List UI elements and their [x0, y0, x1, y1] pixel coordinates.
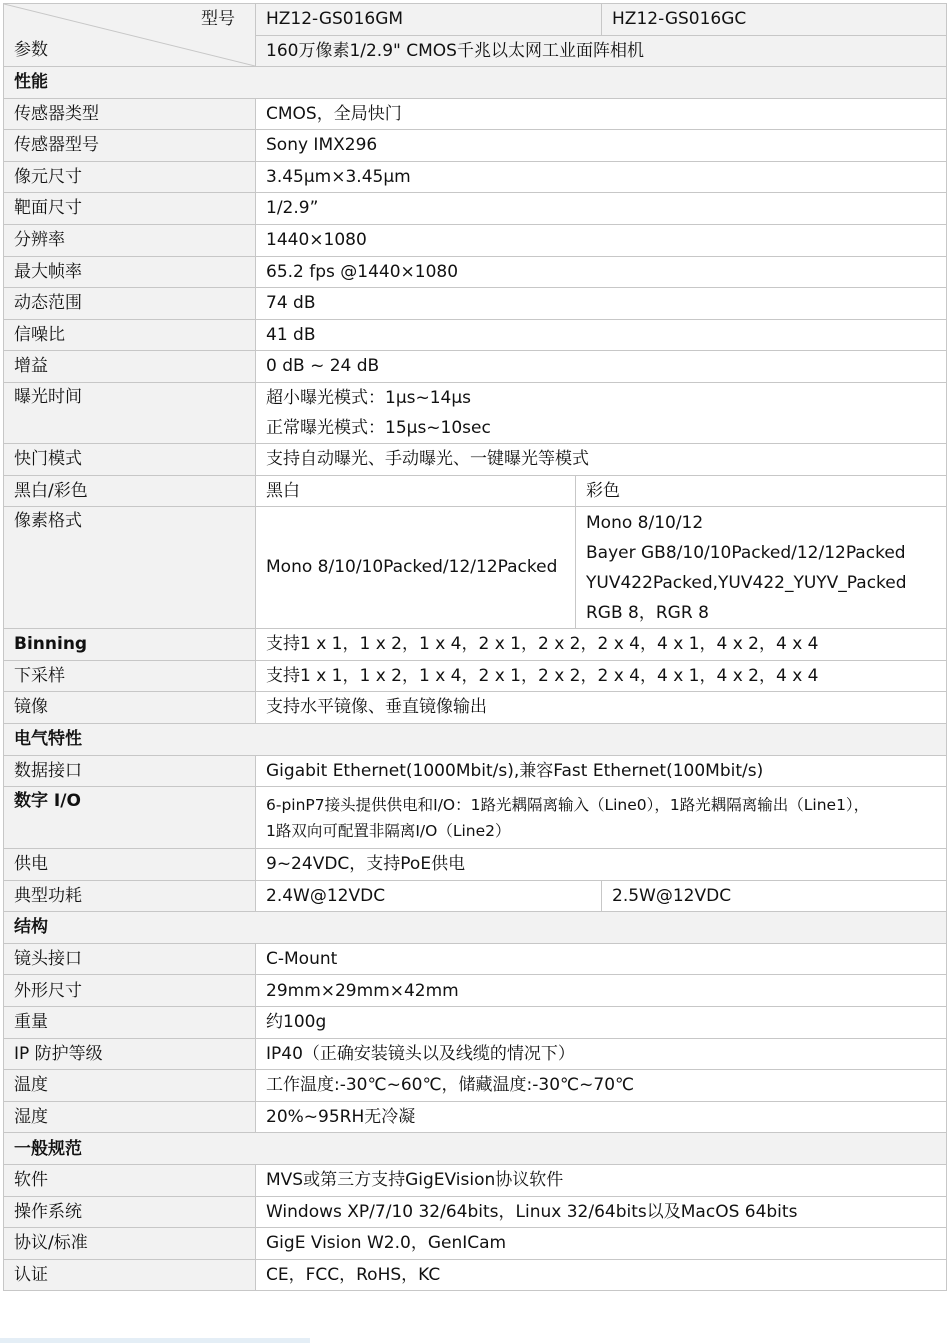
- spec-label: 温度: [4, 1070, 256, 1102]
- spec-row: [4, 161, 947, 193]
- model-gc: HZ12-GS016GC: [602, 4, 947, 36]
- spec-row: [4, 1007, 947, 1039]
- spec-row-pixel-format: [4, 507, 947, 629]
- spec-value: CMOS，全局快门: [256, 98, 947, 130]
- param-label: 参数: [14, 39, 48, 60]
- spec-label: 湿度: [4, 1101, 256, 1133]
- spec-label: 软件: [4, 1165, 256, 1197]
- spec-value: 9~24VDC，支持PoE供电: [256, 849, 947, 881]
- spec-value: 支持1 x 1，1 x 2，1 x 4，2 x 1，2 x 2，2 x 4，4 x 1，4 x 2，4 x 4: [256, 629, 947, 661]
- spec-label: 快门模式: [4, 443, 256, 475]
- spec-value: IP40（正确安装镜头以及线缆的情况下）: [256, 1038, 947, 1070]
- spec-row: [4, 1070, 947, 1102]
- spec-value: 支持1 x 1，1 x 2，1 x 4，2 x 1，2 x 2，2 x 4，4 x 1，4 x 2，4 x 4: [256, 660, 947, 692]
- spec-label: 供电: [4, 849, 256, 881]
- mono-value: 黑白: [256, 475, 576, 507]
- spec-label: 分辨率: [4, 224, 256, 256]
- spec-label: 动态范围: [4, 288, 256, 320]
- page-footer-bar: [0, 1338, 310, 1343]
- spec-value: 工作温度:-30℃~60℃，储藏温度:-30℃~70℃: [256, 1070, 947, 1102]
- spec-label: 协议/标准: [4, 1228, 256, 1260]
- format-line: RGB 8，RGR 8: [586, 602, 709, 623]
- spec-row: [4, 755, 947, 787]
- section-title: 一般规范: [4, 1133, 947, 1165]
- spec-value: Windows XP/7/10 32/64bits，Linux 32/64bits以及MacOS 64bits: [256, 1196, 947, 1228]
- spec-row: [4, 1196, 947, 1228]
- spec-row: [4, 692, 947, 724]
- spec-label: 镜头接口: [4, 943, 256, 975]
- spec-row-consumption: [4, 880, 947, 912]
- digital-io-values: [256, 787, 947, 849]
- spec-row: [4, 288, 947, 320]
- spec-row: [4, 1228, 947, 1260]
- section-title: 性能: [4, 67, 947, 99]
- spec-value: 74 dB: [256, 288, 947, 320]
- format-line: Bayer GB8/10/10Packed/12/12Packed: [586, 542, 906, 563]
- spec-label: 镜像: [4, 692, 256, 724]
- spec-label: Binning: [4, 629, 256, 661]
- spec-label: 下采样: [4, 660, 256, 692]
- spec-label: 曝光时间: [4, 382, 256, 443]
- spec-label: 典型功耗: [4, 880, 256, 912]
- model-label: 型号: [201, 9, 235, 29]
- spec-value: 29mm×29mm×42mm: [256, 975, 947, 1007]
- spec-label: 数字 I/O: [4, 787, 256, 849]
- spec-row: [4, 98, 947, 130]
- spec-value: MVS或第三方支持GigEVision协议软件: [256, 1165, 947, 1197]
- spec-row: [4, 849, 947, 881]
- spec-value: Gigabit Ethernet(1000Mbit/s),兼容Fast Ethernet(100Mbit/s): [256, 755, 947, 787]
- spec-label: 最大帧率: [4, 256, 256, 288]
- mono-consumption: 2.4W@12VDC: [256, 880, 602, 912]
- spec-row: [4, 1259, 947, 1291]
- spec-row: [4, 1165, 947, 1197]
- section-structure: [4, 912, 947, 944]
- spec-row-digital-io: [4, 787, 947, 849]
- spec-label: 信噪比: [4, 319, 256, 351]
- spec-label: 传感器类型: [4, 98, 256, 130]
- mono-format: Mono 8/10/10Packed/12/12Packed: [256, 507, 576, 629]
- spec-value: 1/2.9”: [256, 193, 947, 225]
- spec-row: [4, 1038, 947, 1070]
- spec-label: 认证: [4, 1259, 256, 1291]
- section-electrical: [4, 723, 947, 755]
- io-line: 6-pinP7接头提供供电和I/O：1路光耦隔离输入（Line0），1路光耦隔离输出（Line1），: [266, 795, 870, 814]
- spec-label: 操作系统: [4, 1196, 256, 1228]
- spec-label: IP 防护等级: [4, 1038, 256, 1070]
- spec-value: C-Mount: [256, 943, 947, 975]
- spec-row: [4, 943, 947, 975]
- spec-row: [4, 660, 947, 692]
- spec-row: [4, 629, 947, 661]
- format-line: YUV422Packed,YUV422_YUYV_Packed: [586, 572, 907, 593]
- spec-row: [4, 193, 947, 225]
- spec-value: GigE Vision W2.0，GenICam: [256, 1228, 947, 1260]
- spec-row: [4, 130, 947, 162]
- spec-label: 靶面尺寸: [4, 193, 256, 225]
- spec-label: 数据接口: [4, 755, 256, 787]
- spec-row: [4, 1101, 947, 1133]
- spec-value: 3.45μm×3.45μm: [256, 161, 947, 193]
- header-corner-cell: [4, 4, 256, 67]
- spec-value: Sony IMX296: [256, 130, 947, 162]
- exposure-values: [256, 382, 947, 443]
- spec-label: 黑白/彩色: [4, 475, 256, 507]
- spec-value: 约100g: [256, 1007, 947, 1039]
- spec-row-exposure: [4, 382, 947, 443]
- product-description: 160万像素1/2.9" CMOS千兆以太网工业面阵相机: [256, 35, 947, 67]
- spec-row: [4, 975, 947, 1007]
- exposure-line: 超小曝光模式：1μs~14μs: [266, 387, 472, 408]
- spec-value: 41 dB: [256, 319, 947, 351]
- color-formats: [576, 507, 947, 629]
- spec-label: 增益: [4, 351, 256, 383]
- spec-value: 支持水平镜像、垂直镜像输出: [256, 692, 947, 724]
- format-line: Mono 8/10/12: [586, 512, 704, 533]
- spec-row: [4, 319, 947, 351]
- color-value: 彩色: [576, 475, 947, 507]
- spec-value: CE，FCC，RoHS，KC: [256, 1259, 947, 1291]
- io-line: 1路双向可配置非隔离I/O（Line2）: [266, 821, 511, 840]
- spec-row: [4, 443, 947, 475]
- section-general: [4, 1133, 947, 1165]
- spec-label: 外形尺寸: [4, 975, 256, 1007]
- spec-table: [3, 3, 947, 1291]
- spec-row: [4, 256, 947, 288]
- section-title: 电气特性: [4, 723, 947, 755]
- spec-label: 像元尺寸: [4, 161, 256, 193]
- spec-value: 支持自动曝光、手动曝光、一键曝光等模式: [256, 443, 947, 475]
- section-performance: [4, 67, 947, 99]
- spec-label: 传感器型号: [4, 130, 256, 162]
- spec-label: 重量: [4, 1007, 256, 1039]
- spec-value: 1440×1080: [256, 224, 947, 256]
- spec-value: 0 dB ~ 24 dB: [256, 351, 947, 383]
- section-title: 结构: [4, 912, 947, 944]
- exposure-line: 正常曝光模式：15μs~10sec: [266, 417, 491, 438]
- spec-row-color: [4, 475, 947, 507]
- spec-value: 65.2 fps @1440×1080: [256, 256, 947, 288]
- spec-label: 像素格式: [4, 507, 256, 629]
- header-row-model: [4, 4, 947, 36]
- spec-row: [4, 224, 947, 256]
- spec-row: [4, 351, 947, 383]
- model-gm: HZ12-GS016GM: [256, 4, 602, 36]
- color-consumption: 2.5W@12VDC: [602, 880, 947, 912]
- spec-value: 20%~95RH无冷凝: [256, 1101, 947, 1133]
